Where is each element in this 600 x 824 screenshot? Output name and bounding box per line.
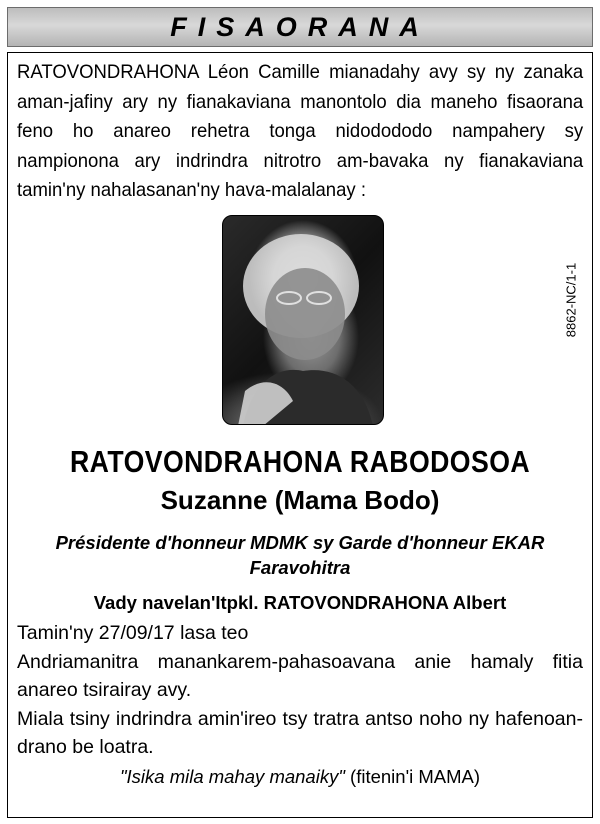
intro-paragraph: RATOVONDRAHONA Léon Camille mianadahy avy sy ny zanaka aman-jafiny ary ny fianakaviana manontolo dia maneho fisaorana feno ho anareo rehetra tonga nidodododo nampahery sy nampionona ary indrindra nitrotro am-bavaka ny fianakaviana tamin'ny nahalasanan'ny hava-malalanay : [17,61,584,201]
honorary-title: Présidente d'honneur MDMK sy Garde d'honneur EKAR [55,532,545,553]
deceased-given-name: Suzanne (Mama Bodo) [160,485,440,515]
deceased-name: RATOVONDRAHONA RABODOSOA [69,444,531,479]
portrait-illustration [223,216,384,425]
page-title: FISAORANA [170,11,430,42]
body-text [17,619,583,762]
reference-code: 8862-NC/1-1 [563,262,579,338]
apology-paragraph: Miala tsiny indrindra amin'ireo tsy tratra antso noho ny hafenoan-drano be loatra. [17,707,583,758]
date-line: Tamin'ny 27/09/17 lasa teo [17,622,249,644]
blessing-paragraph: Andriamanitra manankarem-pahasoavana anie hamaly fitia anareo tsirairay avy. [17,650,583,701]
quote-text: "Isika mila mahay manaiky" [119,766,345,787]
honorary-title-location: Faravohitra [249,557,351,578]
header-banner [7,7,593,47]
spouse-line: Vady navelan'Itpkl. RATOVONDRAHONA Albert [93,592,507,613]
portrait-photo [222,215,384,425]
closing-quote [0,766,600,788]
quote-attribution: (fitenin'i MAMA) [344,766,481,787]
